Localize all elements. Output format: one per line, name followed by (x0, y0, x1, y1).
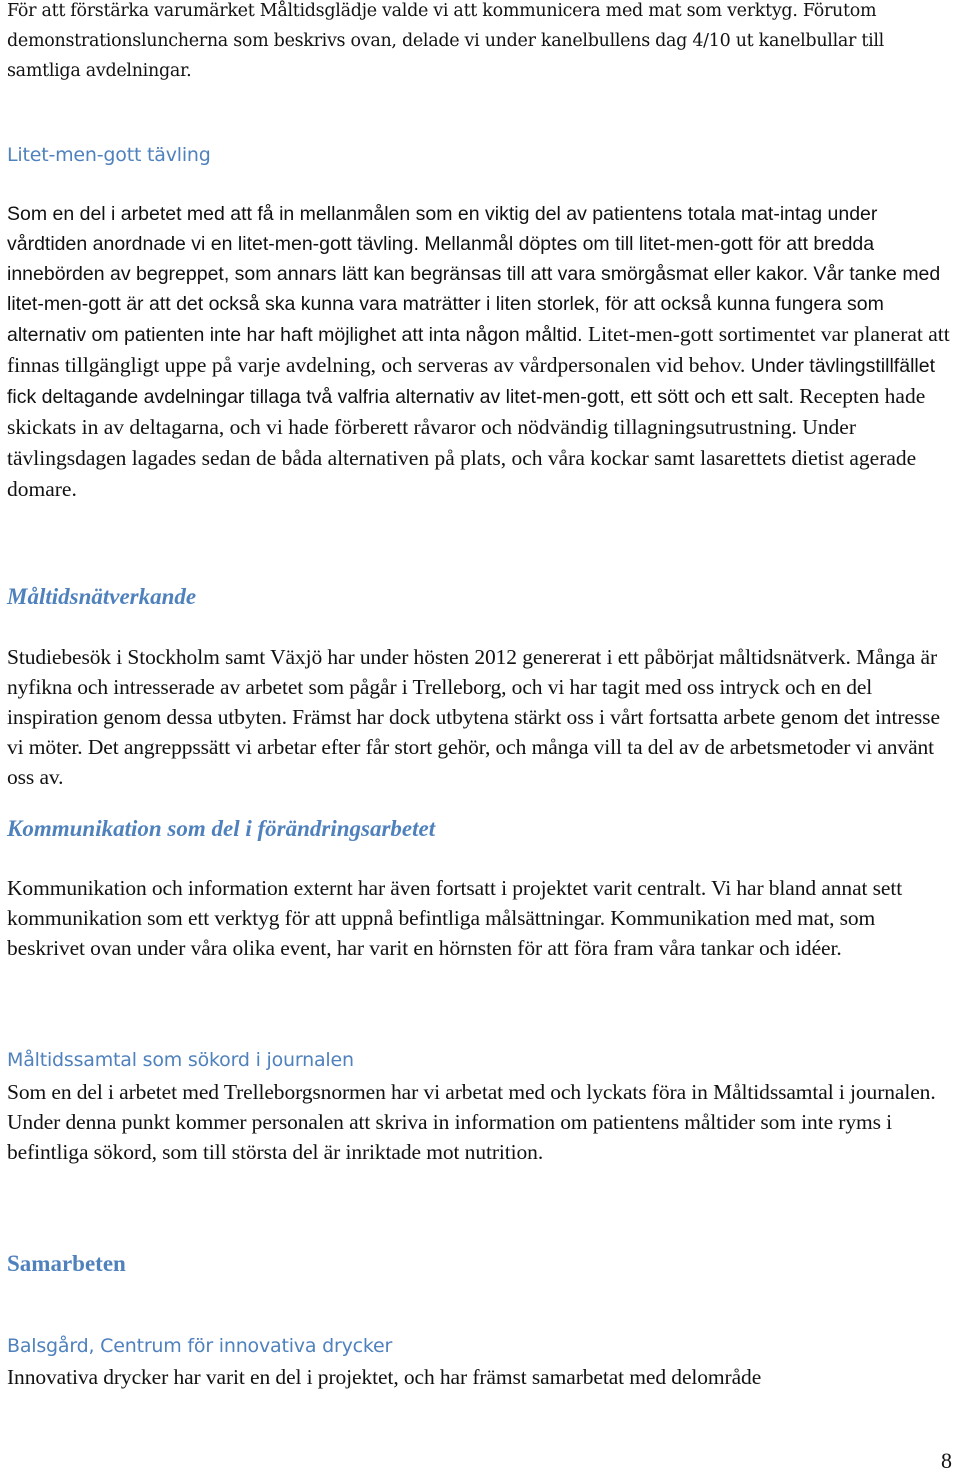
page-number: 8 (941, 1448, 952, 1473)
heading-maltidssamtal: Måltidssamtal som sökord i journalen (7, 1049, 354, 1071)
heading-kommunikation: Kommunikation som del i förändringsarbetet (7, 816, 436, 841)
text-segment: Kommunikation med mat, som beskrivet ovan under våra olika event, har varit en hörnsten för att föra fram våra tankar och idéer. (7, 906, 876, 960)
intro-paragraph: För att förstärka varumärket Måltidsglädje valde vi att kommunicera med mat som verktyg. Förutom demonstrationsluncherna som beskrivs ovan, delade vi under kanelbullens dag 4/10 ut kanelbullar till samtliga avdelningar. (7, 1, 884, 81)
text-segment: Kommunikation och information externt har även fortsatt i projektet varit centralt. (7, 876, 707, 900)
text-segment: Många är nyfikna och intresserade av arbetet som pågår i Trelleborg, och vi har tagit med oss intryck och en del inspiration genom dessa utbyten. (7, 645, 938, 729)
heading-balsgard: Balsgård, Centrum för innovativa drycker (7, 1335, 393, 1357)
text-segment: Under denna punkt kommer personalen att skriva in information om patientens måltider som inte ryms i befintliga sökord, som till största del är inriktade mot nutrition. (7, 1110, 893, 1164)
text-segment: Det angreppssätt vi arbetar efter får stort gehör, och många vill ta del av de arbetsmetoder vi använt oss av. (7, 735, 935, 789)
text-segment: Studiebesök i Stockholm samt Växjö har under hösten 2012 genererat i ett påbörjat måltidsnätverk. (7, 645, 851, 669)
text-segment: Främst har dock utbytena stärkt oss i vårt fortsatta arbete genom det intresse vi möter. (7, 705, 940, 759)
text-segment: Under tävlingstillfället fick deltagande avdelningar tillaga två valfria alternativ av litet-men-gott, ett sött och ett salt. (7, 355, 935, 408)
text-segment: Recepten hade skickats in av deltagarna, och vi hade förberett råvaror och nödvändig tillagningsutrustning. (7, 384, 926, 439)
text-segment: Mellanmål döptes om till litet-men-gott för att bredda innebörden av begreppet, som annars lätt kan begränsas till att vara smörgåsmat eller kakor. (7, 233, 875, 285)
paragraph-litet-men-gott (7, 199, 957, 505)
text-segment: Litet-men-gott sortimentet var planerat att finnas tillgängligt uppe på varje avdelning, och serveras av vårdpersonalen vid behov. (7, 322, 950, 377)
text-segment: Som en del i arbetet med Trelleborgsnormen har vi arbetat med och lyckats föra in Måltidssamtal i journalen. (7, 1080, 936, 1104)
heading-litet-men-gott: Litet-men-gott tävling (7, 144, 211, 166)
paragraph-maltidssamtal (7, 1077, 957, 1167)
heading-maltidsnatverkande: Måltidsnätverkande (7, 584, 197, 609)
heading-samarbeten: Samarbeten (7, 1251, 126, 1276)
text-segment: Vår tanke med litet-men-gott är att det också ska kunna vara maträtter i liten storlek, för att också kunna fungera som alternativ om patienten inte har haft möjlighet att inta någon måltid. (7, 263, 941, 346)
text-segment: Under tävlingsdagen lagades sedan de båda alternativen på plats, och våra kockar samt lasarettets dietist agerade domare. (7, 415, 917, 501)
paragraph-balsgard: Innovativa drycker har varit en del i projektet, och har främst samarbetat med delområde (7, 1365, 762, 1389)
paragraph-kommunikation (7, 873, 957, 963)
paragraph-maltidsnatverkande (7, 642, 957, 792)
text-segment: Som en del i arbetet med att få in mellanmålen som en viktig del av patientens totala mat-intag under vårdtiden anordnade vi en litet-men-gott tävling. (7, 203, 878, 255)
text-segment: Vi har bland annat sett kommunikation som ett verktyg för att uppnå befintliga målsättningar. (7, 876, 903, 930)
